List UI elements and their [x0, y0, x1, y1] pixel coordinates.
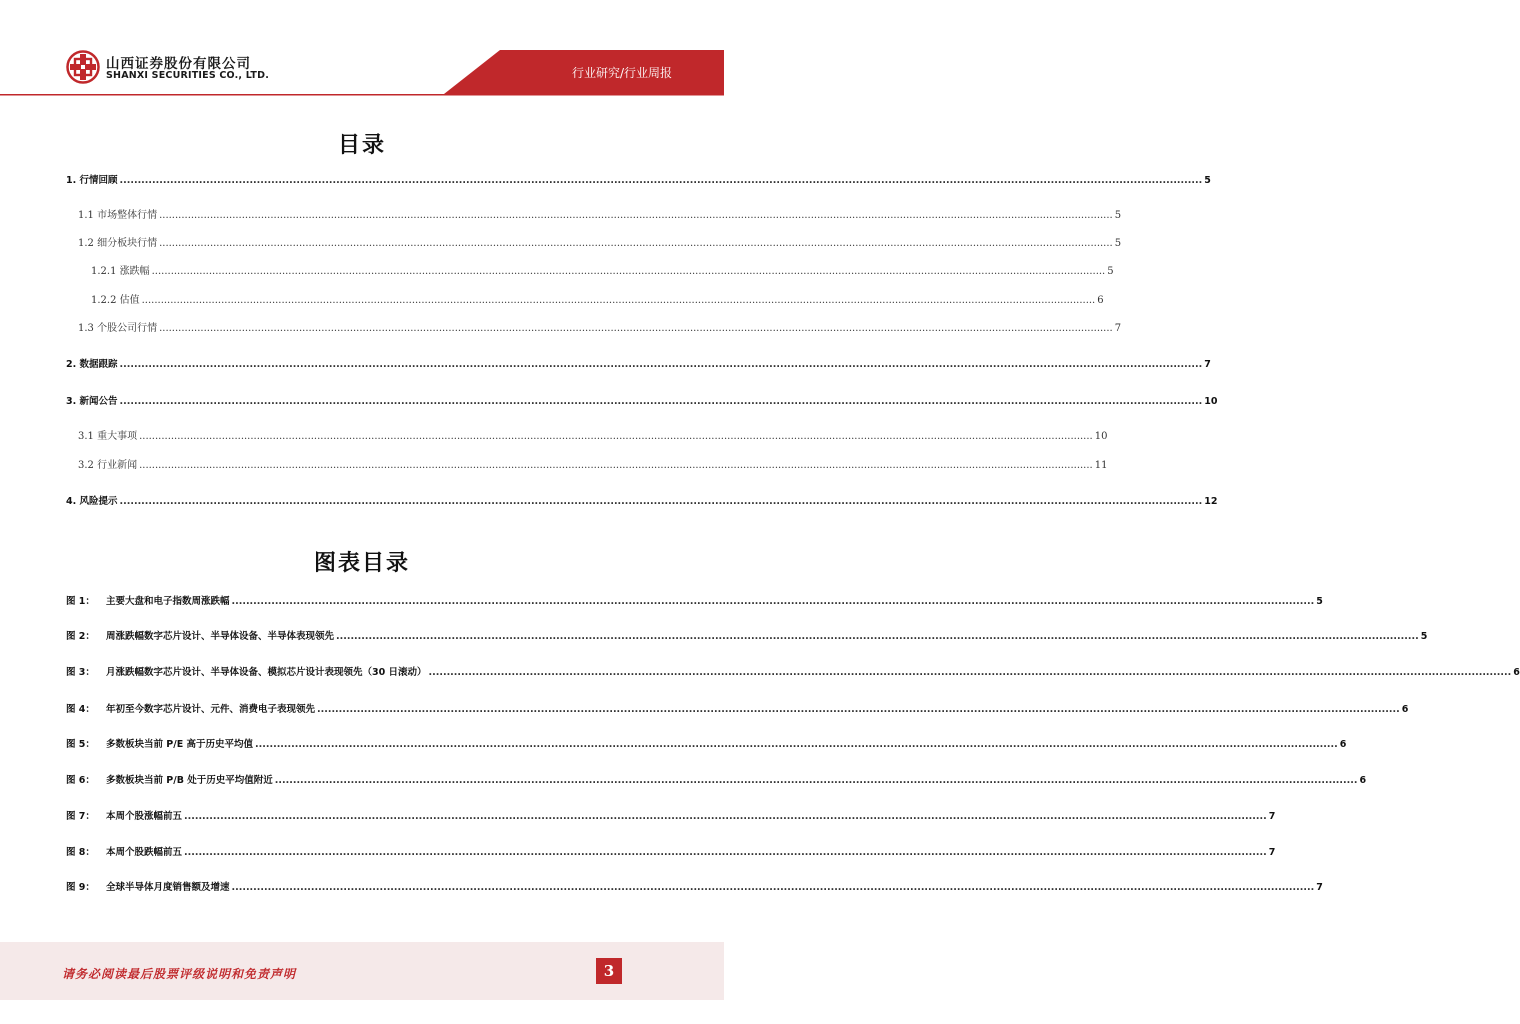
toc-entry[interactable]: 1.2.1 涨跌幅 ............................................................................................................................................................................................................................................................................................................ 5	[91, 266, 1114, 277]
company-name-cn: 山西证券股份有限公司	[106, 56, 251, 72]
figure-entry[interactable]: 图 7： 本周个股涨幅前五 ............................................................................................................................................................................................................................................................................................................ 7	[66, 811, 1276, 822]
toc-entry[interactable]: 1. 行情回顾 ............................................................................................................................................................................................................................................................................................................ 5	[66, 175, 1211, 186]
figure-entry[interactable]: 图 8： 本周个股跌幅前五 ............................................................................................................................................................................................................................................................................................................ 7	[66, 847, 1276, 858]
toc-entry[interactable]: 1.2.2 估值 ............................................................................................................................................................................................................................................................................................................ 6	[91, 295, 1104, 306]
figures-title: 图表目录	[313, 551, 410, 576]
figure-entry[interactable]: 图 2： 周涨跌幅数字芯片设计、半导体设备、半导体表现领先 ............................................................................................................................................................................................................................................................................................................ 5	[66, 631, 1428, 642]
page-number: 3	[596, 958, 622, 984]
figure-entry[interactable]: 图 9： 全球半导体月度销售额及增速 ............................................................................................................................................................................................................................................................................................................ 7	[66, 882, 1323, 893]
toc-title: 目录	[337, 133, 386, 158]
figure-entry[interactable]: 图 3： 月涨跌幅数字芯片设计、半导体设备、模拟芯片设计表现领先（30 日滚动） ............................................................................................................................................................................................................................................................................................................ 6	[66, 667, 1520, 678]
figure-entry[interactable]: 图 1： 主要大盘和电子指数周涨跌幅 ............................................................................................................................................................................................................................................................................................................ 5	[66, 596, 1323, 607]
header-band	[0, 0, 724, 100]
report-type: 行业研究/行业周报	[571, 66, 672, 80]
toc-entry[interactable]: 2. 数据跟踪 ............................................................................................................................................................................................................................................................................................................ 7	[66, 359, 1211, 370]
company-name-en: SHANXI SECURITIES CO., LTD.	[106, 70, 270, 81]
toc-entry[interactable]: 3.1 重大事项 ............................................................................................................................................................................................................................................................................................................ 10	[78, 431, 1108, 442]
disclaimer-text: 请务必阅读最后股票评级说明和免责声明	[62, 967, 297, 981]
page-header	[0, 0, 724, 100]
company-logo-icon	[66, 50, 100, 84]
toc-entry[interactable]: 1.2 细分板块行情 ............................................................................................................................................................................................................................................................................................................ 5	[78, 238, 1122, 249]
figure-entry[interactable]: 图 4： 年初至今数字芯片设计、元件、消费电子表现领先 ............................................................................................................................................................................................................................................................................................................ 6	[66, 704, 1409, 715]
toc-entry[interactable]: 3. 新闻公告 ............................................................................................................................................................................................................................................................................................................ 10	[66, 396, 1218, 407]
toc-entry[interactable]: 3.2 行业新闻 ............................................................................................................................................................................................................................................................................................................ 11	[78, 460, 1108, 471]
toc-entry[interactable]: 4. 风险提示 ............................................................................................................................................................................................................................................................................................................ 12	[66, 496, 1218, 507]
figure-entry[interactable]: 图 5： 多数板块当前 P/E 高于历史平均值 ............................................................................................................................................................................................................................................................................................................ 6	[66, 739, 1347, 750]
figure-entry[interactable]: 图 6： 多数板块当前 P/B 处于历史平均值附近 ............................................................................................................................................................................................................................................................................................................ 6	[66, 775, 1367, 786]
toc-entry[interactable]: 1.3 个股公司行情 ............................................................................................................................................................................................................................................................................................................ 7	[78, 323, 1122, 334]
toc-entry[interactable]: 1.1 市场整体行情 ............................................................................................................................................................................................................................................................................................................ 5	[78, 210, 1122, 221]
